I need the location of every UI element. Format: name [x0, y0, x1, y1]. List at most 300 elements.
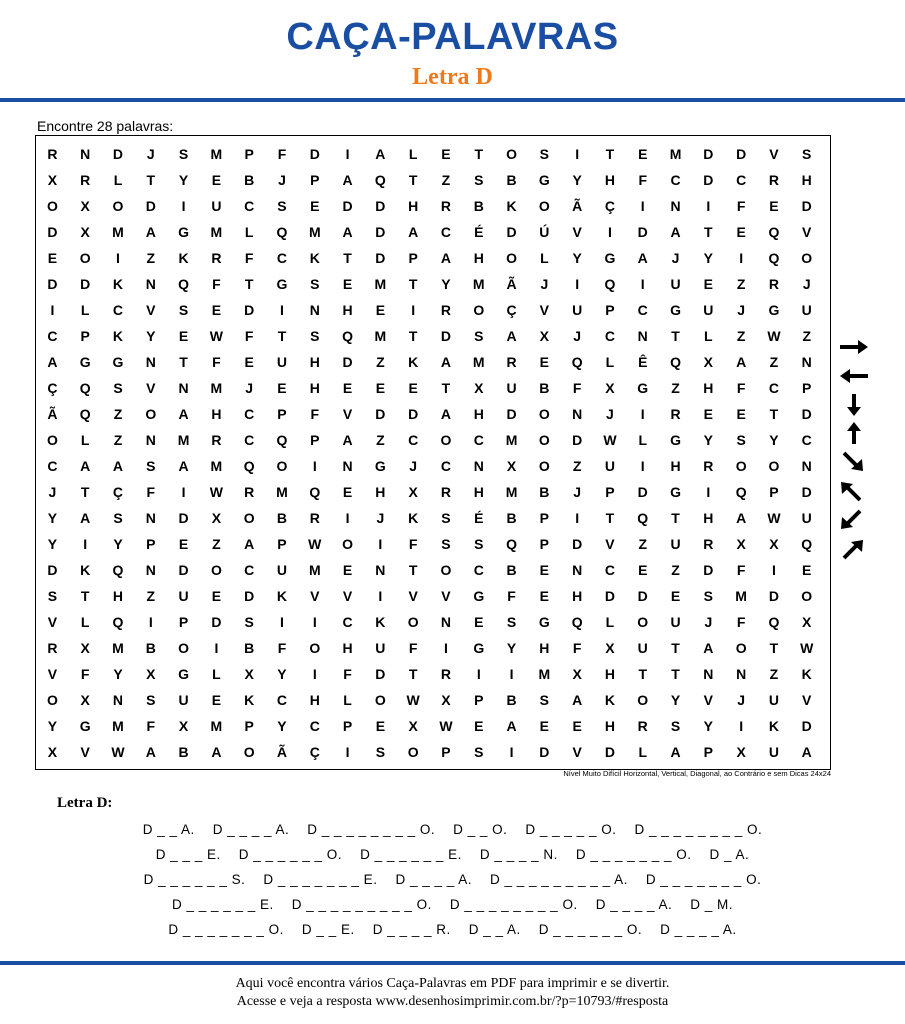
word-hint: D _ _ _ _ _ _ _ O. — [645, 872, 762, 887]
grid-cell: D — [375, 198, 386, 214]
word-hint: D _ A. — [709, 847, 750, 862]
grid-cell: A — [572, 692, 583, 708]
grid-cell: M — [210, 224, 223, 240]
word-hint: D _ _ _ _ R. — [372, 922, 451, 937]
grid-cell: N — [670, 198, 681, 214]
grid-cell: R — [309, 510, 320, 526]
grid-cell: S — [441, 536, 451, 552]
grid-cell: P — [605, 484, 615, 500]
grid-cell: C — [604, 328, 615, 344]
grid-cell: S — [178, 302, 189, 318]
grid-cell: F — [736, 562, 746, 578]
grid-cell: E — [539, 562, 550, 578]
grid-row — [36, 349, 830, 375]
grid-cell: H — [604, 666, 615, 682]
grid-cell: B — [276, 510, 288, 526]
grid-cell: B — [506, 510, 517, 526]
grid-cell: R — [440, 484, 452, 500]
grid-cell: Z — [113, 406, 123, 422]
grid-cell: F — [146, 484, 156, 500]
grid-cell: X — [506, 458, 517, 474]
grid-cell: P — [769, 484, 779, 500]
word-hint: D _ _ _ _ _ _ O. — [538, 922, 643, 937]
grid-cell: I — [509, 744, 514, 760]
grid-cell: C — [47, 458, 58, 474]
grid-cell: X — [47, 172, 58, 188]
grid-cell: G — [112, 354, 124, 370]
grid-cell: O — [506, 250, 517, 266]
grid-cell: B — [506, 172, 517, 188]
grid-cell: X — [80, 198, 90, 214]
grid-cell: F — [736, 614, 746, 630]
grid-cell: P — [244, 146, 254, 162]
grid-cell: R — [440, 198, 452, 214]
grid-cell: L — [605, 354, 615, 370]
grid-cell: O — [801, 588, 813, 604]
grid-cell: E — [178, 536, 189, 552]
grid-cell: K — [309, 250, 320, 266]
grid-cell: B — [178, 744, 189, 760]
grid-cell: Z — [638, 536, 648, 552]
grid-cell: S — [310, 276, 320, 292]
grid-cell: R — [637, 718, 648, 734]
grid-cell: Q — [243, 458, 255, 474]
grid-cell: Ã — [276, 744, 288, 760]
grid-cell: X — [605, 640, 615, 656]
grid-cell: G — [473, 588, 485, 604]
grid-cell: E — [211, 302, 222, 318]
grid-cell: T — [408, 666, 418, 682]
grid-cell: G — [178, 666, 190, 682]
grid-cell: N — [801, 354, 812, 370]
grid-cell: C — [440, 224, 452, 240]
grid-row — [36, 739, 830, 765]
grid-cell: G — [604, 250, 616, 266]
grid-cell: S — [474, 744, 484, 760]
grid-cell: Q — [768, 614, 780, 630]
grid-cell: J — [573, 328, 582, 344]
grid-cell: G — [374, 458, 386, 474]
grid-cell: O — [46, 432, 58, 448]
grid-cell: R — [768, 276, 779, 292]
grid-cell: A — [80, 458, 91, 474]
grid-cell: Z — [736, 276, 746, 292]
grid-cell: Ê — [638, 354, 648, 370]
grid-cell: K — [178, 250, 189, 266]
grid-cell: O — [243, 744, 255, 760]
grid-cell: G — [768, 302, 780, 318]
grid-cell: I — [509, 666, 514, 682]
grid-cell: S — [244, 614, 254, 630]
grid-cell: F — [212, 354, 221, 370]
word-hint: D _ _ _ _ _ _ _ O. — [168, 922, 284, 937]
grid-cell: A — [342, 172, 353, 188]
grid-cell: D — [801, 198, 812, 214]
grid-cell: M — [472, 354, 485, 370]
grid-cell: I — [83, 536, 88, 552]
grid-cell: V — [572, 744, 582, 760]
grid-cell: D — [244, 302, 255, 318]
grid-cell: D — [768, 588, 779, 604]
word-hint: D _ _ _ _ _ _ _ _ O. — [307, 822, 436, 837]
grid-cell: X — [474, 380, 484, 396]
grid-cell: D — [112, 146, 124, 162]
grid-cell: E — [539, 588, 550, 604]
grid-cell: A — [440, 250, 452, 266]
grid-cell: H — [670, 458, 681, 474]
grid-cell: Z — [441, 172, 451, 188]
word-hint: D _ _ _ _ N. — [479, 847, 558, 862]
grid-cell: D — [572, 432, 583, 448]
grid-cell: E — [342, 562, 353, 578]
grid-cell: M — [374, 328, 387, 344]
grid-cell: Z — [572, 458, 582, 474]
word-hint: D _ _ A. — [142, 822, 195, 837]
grid-cell: E — [310, 198, 320, 214]
grid-cell: X — [47, 744, 58, 760]
grid-cell: B — [506, 692, 517, 708]
grid-cell: Y — [703, 250, 713, 266]
grid-cell: R — [670, 406, 681, 422]
grid-cell: C — [244, 432, 255, 448]
word-hint-line — [0, 872, 905, 887]
grid-cell: G — [637, 380, 649, 396]
grid-cell: E — [474, 718, 484, 734]
grid-row — [36, 427, 830, 453]
grid-cell: H — [309, 354, 320, 370]
grid-row — [36, 323, 830, 349]
grid-cell: S — [539, 692, 550, 708]
grid-cell: H — [309, 692, 320, 708]
grid-cell: D — [375, 224, 386, 240]
grid-cell: I — [608, 224, 612, 240]
grid-cell: Y — [47, 718, 58, 734]
grid-cell: V — [703, 692, 713, 708]
grid-cell: A — [670, 744, 681, 760]
word-hint: D _ _ _ E. — [155, 847, 221, 862]
grid-cell: E — [572, 718, 582, 734]
grid-cell: V — [441, 588, 451, 604]
grid-cell: D — [604, 588, 615, 604]
grid-cell: V — [146, 380, 156, 396]
grid-cell: V — [80, 744, 90, 760]
grid-cell: X — [146, 666, 156, 682]
grid-cell: I — [739, 250, 744, 266]
grid-cell: K — [276, 588, 288, 604]
grid-cell: I — [214, 640, 219, 656]
grid-cell: J — [245, 380, 254, 396]
grid-cell: A — [211, 744, 222, 760]
grid-cell: G — [276, 276, 288, 292]
word-hint: D _ _ A. — [468, 922, 521, 937]
grid-cell: B — [244, 640, 255, 656]
word-hint: D _ _ _ _ _ _ E. — [171, 897, 274, 912]
grid-cell: S — [277, 198, 287, 214]
grid-cell: P — [277, 406, 287, 422]
grid-cell: A — [637, 250, 648, 266]
grid-cell: X — [736, 536, 746, 552]
grid-cell: L — [638, 432, 648, 448]
grid-cell: D — [801, 718, 812, 734]
grid-cell: U — [375, 640, 386, 656]
grid-cell: E — [277, 380, 287, 396]
word-hint: D _ _ _ _ _ _ E. — [360, 847, 462, 862]
grid-cell: O — [178, 640, 190, 656]
grid-cell: Y — [277, 718, 287, 734]
grid-cell: L — [408, 146, 418, 162]
footer-line-2: Acesse e veja a resposta www.desenhosimprimir.com.br/?p=10793/#resposta — [236, 994, 669, 1009]
grid-cell: Y — [572, 172, 582, 188]
grid-cell: O — [735, 640, 747, 656]
grid-cell: E — [474, 614, 484, 630]
grid-cell: A — [440, 406, 452, 422]
grid-cell: Z — [769, 354, 779, 370]
grid-cell: A — [342, 432, 353, 448]
grid-cell: A — [80, 510, 91, 526]
grid-cell: Q — [112, 614, 124, 630]
grid-cell: T — [408, 328, 418, 344]
grid-cell: Y — [47, 536, 58, 552]
grid-cell: L — [244, 224, 254, 240]
grid-cell: I — [411, 302, 416, 318]
grid-cell: Z — [671, 380, 680, 396]
grid-cell: P — [703, 744, 713, 760]
grid-cell: H — [604, 718, 615, 734]
word-hint: D _ _ _ _ _ _ _ _ O. — [449, 897, 578, 912]
grid-cell: N — [145, 354, 156, 370]
grid-cell: D — [145, 198, 156, 214]
grid-cell: Q — [571, 354, 583, 370]
grid-cell: C — [276, 250, 288, 266]
word-hint: D _ _ _ _ A. — [660, 922, 737, 937]
grid-cell: Ç — [604, 198, 615, 214]
grid-cell: V — [47, 614, 58, 630]
grid-cell: Q — [506, 536, 517, 552]
grid-cell: C — [604, 562, 615, 578]
grid-cell: B — [145, 640, 156, 656]
grid-cell: N — [342, 458, 353, 474]
grid-cell: D — [47, 562, 58, 578]
grid-cell: G — [538, 172, 550, 188]
grid-cell: Z — [376, 354, 385, 370]
grid-cell: C — [244, 406, 255, 422]
grid-cell: M — [308, 562, 321, 578]
grid-cell: D — [736, 146, 747, 162]
grid-cell: I — [575, 146, 580, 162]
grid-cell: N — [736, 666, 747, 682]
grid-cell: T — [343, 250, 352, 266]
grid-cell: D — [375, 406, 386, 422]
grid-cell: T — [671, 328, 680, 344]
grid-cell: N — [112, 692, 124, 708]
grid-cell: C — [47, 328, 58, 344]
word-hint: D _ _ _ _ _ _ O. — [238, 847, 343, 862]
footer-line-1: Aqui você encontra vários Caça-Palavras em PDF para imprimir e se divertir. — [235, 976, 670, 991]
grid-cell: X — [80, 224, 90, 240]
grid-cell: F — [244, 250, 254, 266]
grid-cell: O — [46, 692, 58, 708]
grid-cell: O — [145, 406, 157, 422]
grid-cell: H — [375, 484, 386, 500]
grid-cell: K — [80, 562, 91, 578]
grid-cell: V — [605, 536, 615, 552]
grid-cell: S — [703, 588, 713, 604]
grid-cell: Y — [277, 666, 287, 682]
grid-cell: Ã — [47, 406, 58, 422]
grid-cell: I — [345, 744, 350, 760]
arrow-down-left-icon — [836, 508, 872, 532]
grid-cell: D — [80, 276, 91, 292]
grid-cell: Ç — [506, 302, 517, 318]
grid-cell: A — [112, 458, 124, 474]
grid-cell: E — [703, 276, 713, 292]
grid-cell: W — [800, 640, 814, 656]
grid-cell: G — [670, 302, 681, 318]
grid-cell: I — [148, 614, 153, 630]
grid-cell: I — [706, 198, 711, 214]
grid-cell: X — [211, 510, 222, 526]
grid-cell: D — [703, 562, 714, 578]
grid-cell: Q — [768, 250, 780, 266]
grid-row — [36, 167, 830, 193]
grid-cell: K — [801, 666, 812, 682]
word-hint: D _ _ _ _ _ _ _ _ O. — [634, 822, 763, 837]
grid-cell: S — [146, 692, 156, 708]
grid-cell: L — [80, 432, 90, 448]
grid-cell: R — [506, 354, 517, 370]
grid-cell: P — [441, 744, 451, 760]
grid-cell: T — [146, 172, 156, 188]
grid-cell: F — [310, 406, 320, 422]
grid-cell: A — [670, 224, 681, 240]
grid-cell: I — [181, 198, 186, 214]
grid-cell: U — [178, 692, 189, 708]
grid-cell: K — [244, 692, 255, 708]
grid-cell: X — [539, 328, 550, 344]
grid-cell: D — [604, 744, 615, 760]
footer-divider — [0, 961, 905, 965]
grid-cell: L — [638, 744, 648, 760]
grid-cell: Y — [506, 640, 517, 656]
grid-cell: M — [669, 146, 682, 162]
grid-cell: S — [539, 146, 550, 162]
grid-cell: O — [440, 562, 452, 578]
grid-cell: E — [736, 406, 746, 422]
grid-cell: D — [637, 484, 648, 500]
grid-cell: T — [704, 224, 713, 240]
grid-cell: Z — [212, 536, 221, 552]
grid-row — [36, 453, 830, 479]
grid-cell: I — [640, 458, 645, 474]
grid-cell: B — [539, 380, 550, 396]
grid-cell: P — [310, 432, 320, 448]
grid-cell: S — [113, 380, 123, 396]
grid-cell: R — [211, 250, 222, 266]
arrow-up-icon — [836, 421, 872, 445]
grid-cell: P — [605, 302, 615, 318]
grid-cell: O — [276, 458, 288, 474]
grid-cell: F — [146, 718, 156, 734]
grid-cell: Y — [146, 328, 156, 344]
grid-cell: H — [703, 510, 714, 526]
grid-cell: A — [506, 328, 517, 344]
grid-cell: S — [146, 458, 156, 474]
grid-cell: D — [703, 146, 714, 162]
grid-cell: K — [112, 276, 124, 292]
grid-row — [36, 375, 830, 401]
grid-cell: D — [637, 588, 648, 604]
grid-cell: R — [244, 484, 255, 500]
grid-cell: P — [802, 380, 812, 396]
grid-cell: R — [703, 458, 714, 474]
grid-cell: E — [539, 718, 550, 734]
grid-cell: R — [440, 302, 452, 318]
grid-cell: N — [703, 666, 714, 682]
word-hint: D _ _ O. — [453, 822, 508, 837]
grid-cell: A — [736, 510, 747, 526]
grid-cell: E — [736, 224, 746, 240]
grid-cell: A — [801, 744, 812, 760]
grid-cell: P — [146, 536, 156, 552]
grid-cell: D — [244, 588, 255, 604]
grid-cell: I — [378, 536, 383, 552]
grid-cell: J — [540, 276, 549, 292]
grid-cell: R — [440, 666, 452, 682]
grid-cell: N — [145, 276, 156, 292]
grid-cell: R — [768, 172, 779, 188]
grid-cell: U — [801, 510, 812, 526]
grid-cell: V — [572, 224, 582, 240]
grid-cell: W — [308, 536, 322, 552]
grid-cell: T — [605, 510, 615, 526]
grid-cell: O — [801, 250, 813, 266]
grid-cell: C — [768, 380, 779, 396]
grid-cell: I — [575, 510, 580, 526]
grid-cell: T — [80, 484, 90, 500]
grid-cell: F — [408, 640, 418, 656]
grid-cell: U — [506, 380, 517, 396]
grid-cell: D — [572, 536, 583, 552]
grid-cell: F — [244, 328, 254, 344]
grid-cell: X — [572, 666, 582, 682]
grid-cell: E — [769, 198, 779, 214]
grid-cell: I — [640, 276, 645, 292]
grid-cell: Q — [768, 224, 780, 240]
grid-cell: I — [771, 562, 776, 578]
grid-cell: T — [80, 588, 90, 604]
grid-cell: M — [538, 666, 551, 682]
grid-cell: X — [802, 614, 812, 630]
grid-cell: Q — [604, 276, 616, 292]
grid-cell: Ç — [309, 744, 320, 760]
word-hint-line — [0, 822, 905, 837]
grid-cell: R — [211, 432, 222, 448]
grid-cell: E — [211, 172, 222, 188]
grid-cell: Z — [146, 250, 156, 266]
grid-cell: P — [474, 692, 484, 708]
grid-cell: Q — [374, 172, 386, 188]
grid-cell: T — [277, 328, 287, 344]
grid-cell: H — [342, 640, 353, 656]
grid-cell: U — [276, 354, 288, 370]
word-hint: D _ _ _ _ _ _ _ O. — [575, 847, 692, 862]
grid-cell: A — [145, 224, 156, 240]
word-hint: D _ _ _ _ _ O. — [525, 822, 617, 837]
grid-cell: M — [112, 224, 124, 240]
grid-cell: V — [539, 302, 550, 318]
grid-cell: A — [703, 640, 714, 656]
grid-cell: J — [573, 484, 582, 500]
